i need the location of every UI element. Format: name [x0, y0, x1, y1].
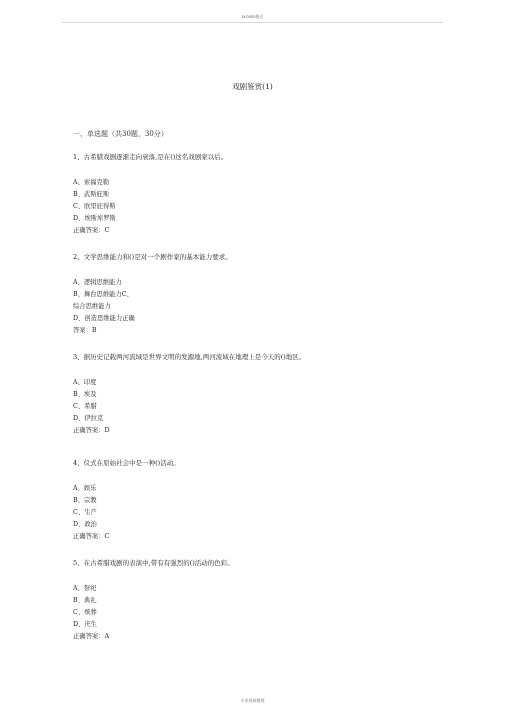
answer-line: 正确答案：C	[73, 533, 110, 540]
option-d: D、政治	[73, 521, 97, 528]
option-a: A、索福克勒	[73, 179, 110, 186]
option-b: B、埃及	[73, 391, 97, 398]
page-footer: 专业资料整理	[240, 698, 265, 703]
option-b: B、武斯庇斯	[73, 191, 110, 198]
question-stem: 2、文学思维能力和()是对一个剧作家的基本能力要求。	[73, 253, 232, 261]
option-b: B、典礼	[73, 597, 97, 604]
option-c-continued: 综合思维能力	[73, 303, 111, 310]
option-d: D、伊拉克	[73, 415, 104, 422]
option-c: C、生产	[73, 509, 97, 516]
answer-line: 正确答案：A	[73, 633, 110, 640]
document-title: 戏剧鉴赏(1)	[232, 82, 273, 91]
answer-line: 答案：B	[73, 327, 97, 334]
section-heading: 一、单选题（共30题，30分）	[73, 130, 168, 138]
option-c: C、欧里庇得斯	[73, 203, 116, 210]
option-b: B、宗教	[73, 497, 97, 504]
option-c: C、希腊	[73, 403, 97, 410]
question-stem: 3、据历史记载两河流域是世界文明的发源地,两河流域在地理上是今天的()地区。	[73, 353, 306, 361]
page-header: WORD格式	[241, 14, 264, 19]
option-a: A、印度	[73, 379, 97, 386]
answer-line: 正确答案：C	[73, 227, 110, 234]
question-stem: 1、古希腊戏剧逐渐走向衰落,是在()这名戏剧家以后。	[73, 153, 228, 161]
option-a: A、逻辑思维能力	[73, 279, 122, 286]
option-b: B、舞台思维能力C、	[73, 291, 133, 298]
option-d: D、创造思维能力正确	[73, 315, 135, 322]
header-divider	[62, 22, 443, 23]
option-a: A、祭祀	[73, 585, 97, 592]
option-d: D、埃斯库罗斯	[73, 215, 116, 222]
question-stem: 4、仪式在原始社会中是一种()活动。	[73, 459, 180, 467]
option-c: C、殡葬	[73, 609, 97, 616]
question-stem: 5、在古希腊戏剧的表演中,带有有强烈的()活动的色彩。	[73, 559, 234, 567]
answer-line: 正确答案：D	[73, 427, 110, 434]
option-a: A、娱乐	[73, 485, 97, 492]
option-d: D、庆生	[73, 621, 97, 628]
